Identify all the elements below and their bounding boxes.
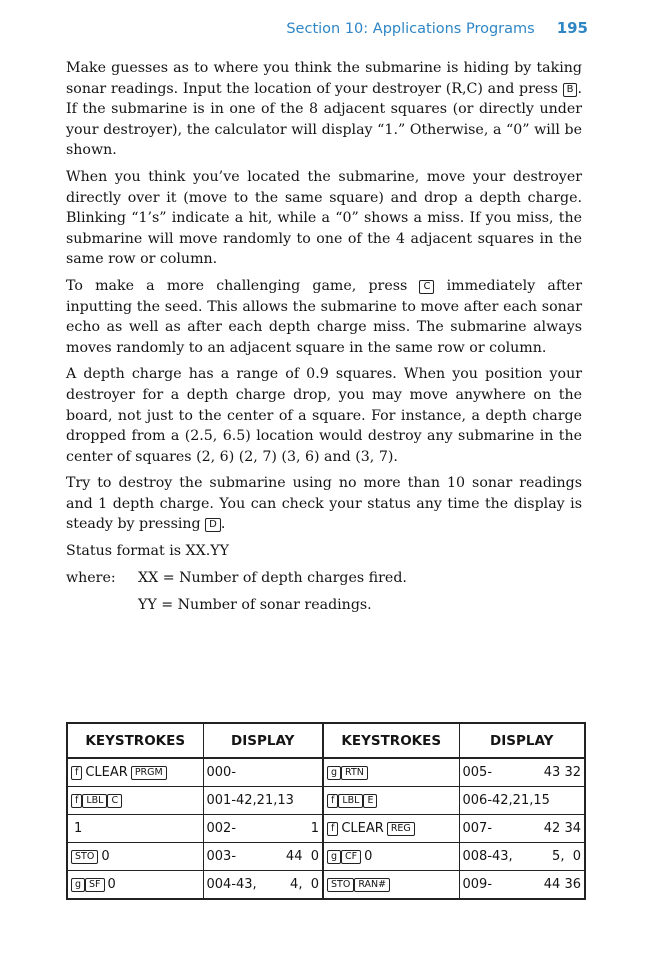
- display-cell: [203, 758, 323, 787]
- display-text: 007-: [462, 821, 493, 836]
- display-value: [207, 821, 320, 836]
- key-reg: REG: [387, 822, 415, 836]
- definition-xx: [66, 568, 582, 589]
- key-label: 0: [101, 849, 110, 864]
- table-row: [67, 843, 585, 871]
- text: .: [220, 516, 226, 533]
- table-header-row: [67, 723, 585, 758]
- display-value: [207, 765, 320, 780]
- display-value: [463, 821, 582, 836]
- text: Make guesses as to where you think the submarine is hiding by taking sonar readings. Input the location of your destroyer (R,C) and press: [66, 60, 582, 97]
- keystroke-cell: [323, 815, 459, 843]
- key-b: B: [563, 83, 578, 97]
- display-text: 008-43,: [462, 849, 513, 864]
- display-text: 006-42,21,15: [462, 793, 550, 808]
- display-text: 4, 0: [290, 877, 319, 892]
- key-f: f: [71, 766, 82, 780]
- display-text: 43 32: [543, 765, 581, 780]
- display-text: 42 34: [543, 821, 581, 836]
- body-text: [66, 58, 582, 622]
- keystroke-cell: [323, 843, 459, 871]
- key-label: CLEAR: [341, 821, 384, 836]
- display-text: 1: [310, 821, 319, 836]
- display-text: 004-43,: [206, 877, 257, 892]
- column-header: KEYSTROKES: [67, 723, 203, 758]
- page-header: [0, 19, 588, 37]
- column-header: DISPLAY: [459, 723, 585, 758]
- paragraph-5: [66, 473, 582, 535]
- display-cell: [459, 787, 585, 815]
- key-f: f: [327, 794, 338, 808]
- keystroke-cell: [323, 787, 459, 815]
- section-title: Section 10: Applications Programs: [286, 21, 535, 37]
- table-row: [67, 787, 585, 815]
- display-cell: [459, 815, 585, 843]
- display-value: [207, 849, 320, 864]
- display-value: [207, 793, 320, 808]
- page-number: 195: [556, 19, 588, 37]
- column-header: KEYSTROKES: [323, 723, 459, 758]
- display-cell: [459, 871, 585, 900]
- text: . If the submarine is in one of the 8 adjacent squares (or directly under your destroyer), the calculator will display “1.” Otherwise, a “0” will be shown.: [66, 80, 582, 159]
- definition-yy: YY = Number of sonar readings.: [138, 597, 372, 614]
- keystroke-cell: [67, 787, 203, 815]
- keystroke-cell: [323, 758, 459, 787]
- display-value: [463, 765, 582, 780]
- key-e: E: [363, 794, 377, 808]
- key-label: 0: [364, 849, 373, 864]
- key-rtn: RTN: [341, 766, 368, 780]
- display-cell: [203, 815, 323, 843]
- where-label: where:: [66, 569, 116, 586]
- paragraph-2: When you think you’ve located the submarine, move your destroyer directly over it (move to the same square) and drop a depth charge. Blinking “1’s” indicate a hit, while a “0” shows a miss. If you miss, the submarine will move randomly to one of the 4 adjacent squares in the same row or column.: [66, 168, 582, 268]
- text: To make a more challenging game, press: [66, 277, 420, 294]
- keystroke-cell: [67, 871, 203, 900]
- key-g: g: [71, 878, 85, 892]
- keystroke-cell: [323, 871, 459, 900]
- display-text: 002-: [206, 821, 237, 836]
- display-text: 003-: [206, 849, 237, 864]
- key-sto: STO: [327, 878, 354, 892]
- key-sto: STO: [71, 850, 98, 864]
- key-sf: SF: [85, 878, 105, 892]
- display-value: [207, 877, 320, 892]
- key-lbl: LBL: [338, 794, 363, 808]
- text: Try to destroy the submarine using no more than 10 sonar readings and 1 depth charge. You can check your status any time the display is steady by pressing: [66, 475, 582, 533]
- paragraph-4: A depth charge has a range of 0.9 squares. When you position your destroyer for a depth charge drop, you may move anywhere on the board, not just to the center of a square. For instance, a depth charge dropped from a (2.5, 6.5) location would destroy any submarine in the center of squares (2, 6) (2, 7) (3, 6) and (3, 7).: [66, 366, 582, 465]
- display-cell: [203, 843, 323, 871]
- display-text: 009-: [462, 877, 493, 892]
- table-row: [67, 758, 585, 787]
- key-ran: RAN#: [354, 878, 390, 892]
- display-text: 5, 0: [552, 849, 581, 864]
- display-text: 000-: [206, 765, 237, 780]
- key-f: f: [327, 822, 338, 836]
- keystroke-table: [66, 722, 586, 900]
- display-text: 005-: [462, 765, 493, 780]
- definition-text: XX = Number of depth charges fired.: [138, 569, 407, 586]
- key-g: g: [327, 766, 341, 780]
- key-prgm: PRGM: [131, 766, 167, 780]
- paragraph-3: [66, 276, 582, 358]
- key-label: CLEAR: [85, 765, 128, 780]
- display-value: [463, 849, 582, 864]
- display-cell: [203, 787, 323, 815]
- display-cell: [203, 871, 323, 900]
- display-cell: [459, 758, 585, 787]
- text: immediately after inputting the seed. This allows the submarine to move after each sonar echo as well as after each depth charge miss. The submarine always moves randomly to an adjacent square in the same row or column.: [66, 277, 582, 356]
- paragraph-1: [66, 58, 582, 161]
- display-text: 44 36: [543, 877, 581, 892]
- key-g: g: [327, 850, 341, 864]
- key-c: C: [419, 280, 434, 294]
- display-value: [463, 877, 582, 892]
- key-label: 0: [107, 877, 116, 892]
- table-row: [67, 815, 585, 843]
- key-lbl: LBL: [82, 794, 107, 808]
- key-f: f: [71, 794, 82, 808]
- key-label: 1: [74, 821, 83, 836]
- keystroke-cell: [67, 815, 203, 843]
- column-header: DISPLAY: [203, 723, 323, 758]
- key-cf: CF: [341, 850, 361, 864]
- key-d: D: [205, 518, 221, 532]
- status-line: Status format is XX.YY: [66, 543, 229, 560]
- table-row: [67, 871, 585, 900]
- keystroke-cell: [67, 758, 203, 787]
- display-value: [463, 793, 582, 808]
- key-c: C: [107, 794, 122, 808]
- keystroke-cell: [67, 843, 203, 871]
- display-text: 44 0: [285, 849, 319, 864]
- display-cell: [459, 843, 585, 871]
- display-text: 001-42,21,13: [206, 793, 294, 808]
